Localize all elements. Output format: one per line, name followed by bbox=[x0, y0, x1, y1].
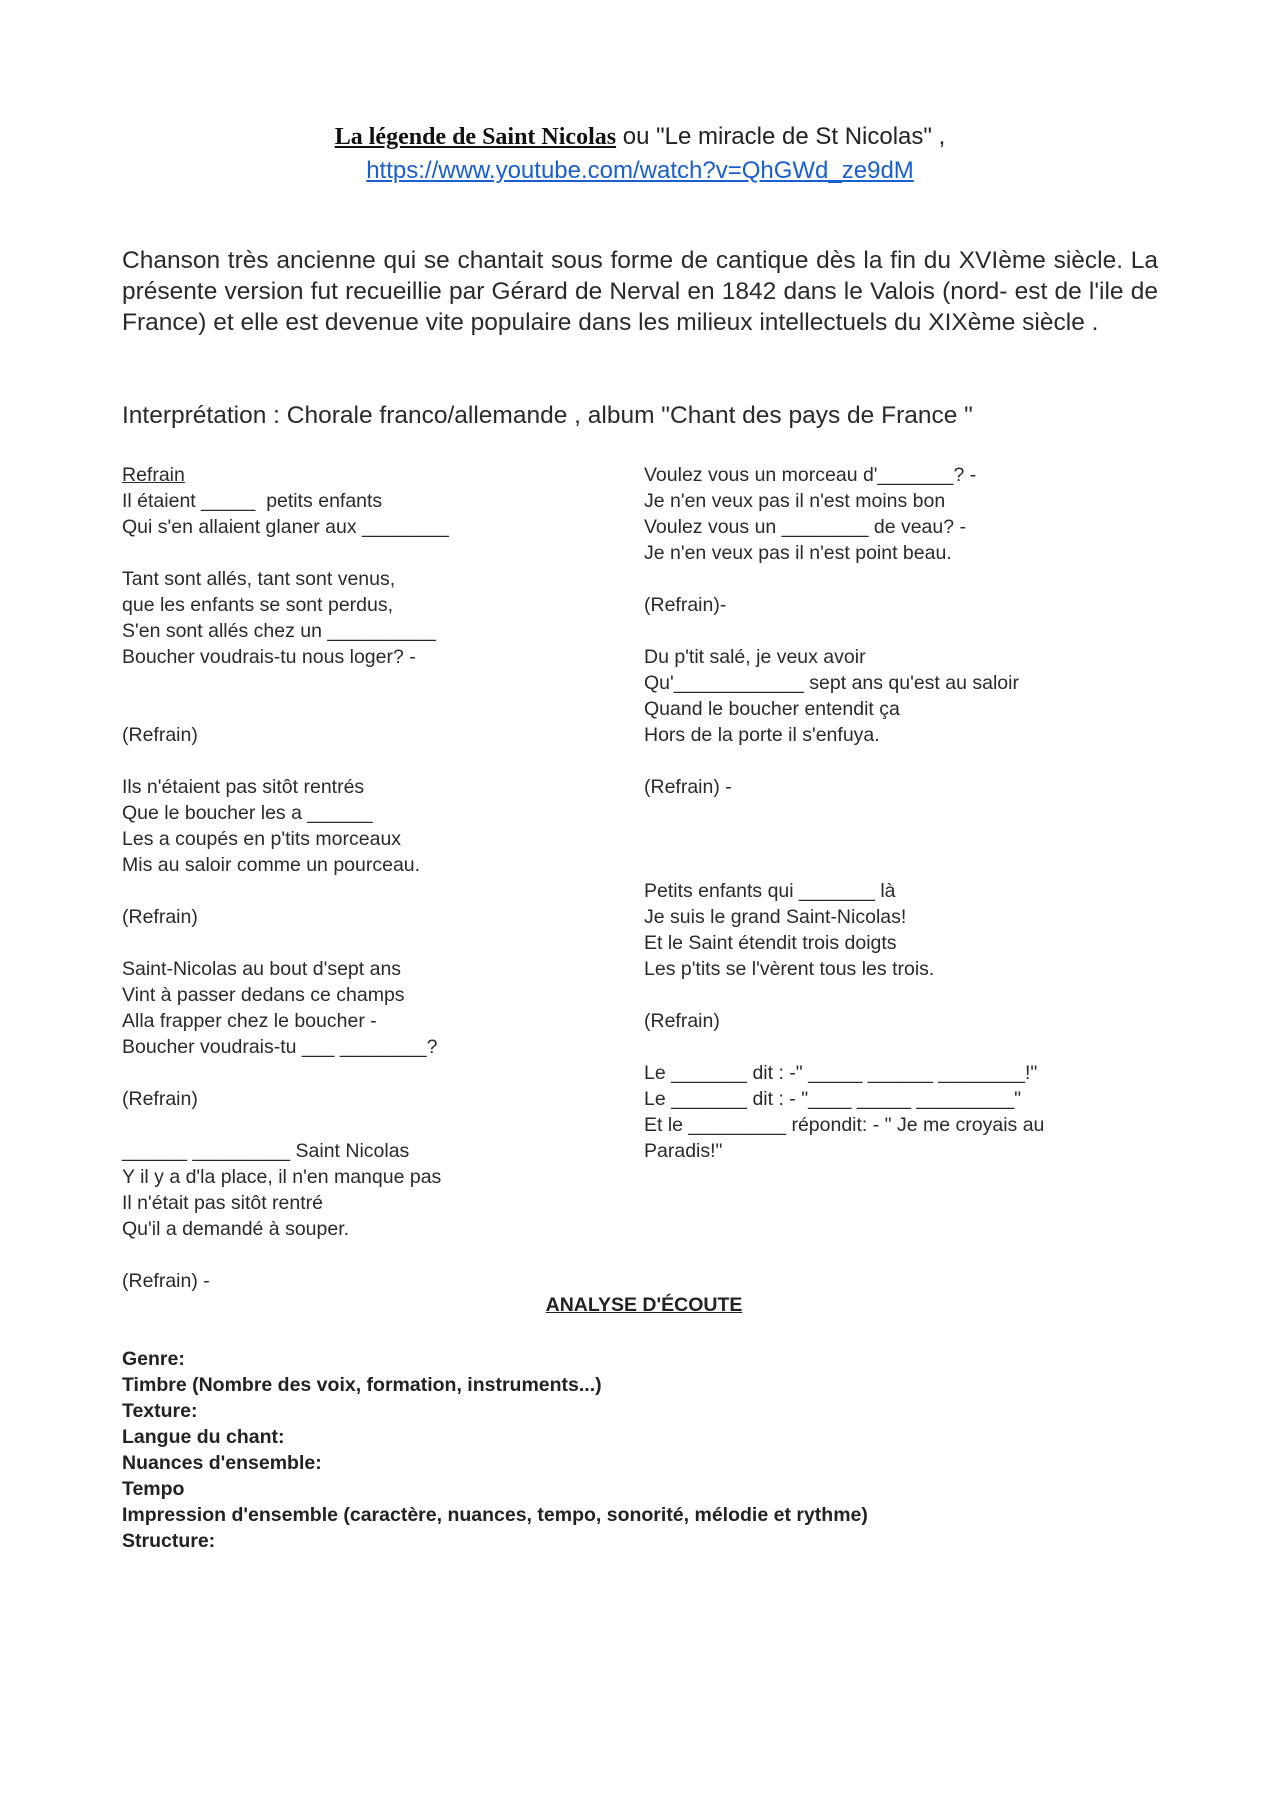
lyric-line: que les enfants se sont perdus, bbox=[122, 594, 394, 616]
lyric-line: Il étaient _____ petits enfants bbox=[122, 490, 383, 512]
title-block bbox=[0, 120, 1280, 188]
lyric-line: Y il y a d'la place, il n'en manque pas bbox=[122, 1166, 442, 1188]
blank-line bbox=[644, 748, 1164, 774]
blank-line bbox=[122, 1060, 622, 1086]
lyric-line: (Refrain) bbox=[122, 724, 198, 746]
lyric-line: (Refrain) - bbox=[644, 776, 732, 798]
lyric-line: Ils n'étaient pas sitôt rentrés bbox=[122, 776, 365, 798]
lyric-line: (Refrain)- bbox=[644, 594, 727, 616]
lyric-line: Et le Saint étendit trois doigts bbox=[644, 932, 897, 954]
lyric-line: Boucher voudrais-tu ___ ________? bbox=[122, 1036, 438, 1058]
lyric-line: S'en sont allés chez un __________ bbox=[122, 620, 436, 642]
blank-line bbox=[122, 670, 622, 696]
blank-line bbox=[644, 1034, 1164, 1060]
youtube-link[interactable]: https://www.youtube.com/watch?v=QhGWd_ze9dM bbox=[366, 157, 914, 184]
lyric-line: Du p'tit salé, je veux avoir bbox=[644, 646, 866, 668]
analysis-item: Nuances d'ensemble: bbox=[122, 1452, 322, 1474]
lyric-line: Je n'en veux pas il n'est moins bon bbox=[644, 490, 946, 512]
analysis-item: Impression d'ensemble (caractère, nuances, tempo, sonorité, mélodie et rythme) bbox=[122, 1504, 868, 1526]
blank-line bbox=[122, 748, 622, 774]
lyric-line: Tant sont allés, tant sont venus, bbox=[122, 568, 396, 590]
blank-line bbox=[122, 1112, 622, 1138]
lyric-line: Hors de la porte il s'enfuya. bbox=[644, 724, 880, 746]
lyric-line: Je n'en veux pas il n'est point beau. bbox=[644, 542, 952, 564]
lyric-line: Le _______ dit : - "____ _____ _________" bbox=[644, 1088, 1022, 1110]
lyric-line: Voulez vous un morceau d'_______? - bbox=[644, 464, 977, 486]
lyric-line: Et le _________ répondit: - " Je me croyais au bbox=[644, 1114, 1045, 1136]
title-line bbox=[0, 120, 1280, 154]
blank-line bbox=[644, 800, 1164, 826]
lyric-line: Vint à passer dedans ce champs bbox=[122, 984, 405, 1006]
blank-line bbox=[644, 852, 1164, 878]
lyric-line: Qu'____________ sept ans qu'est au saloir bbox=[644, 672, 1019, 694]
lyric-line: Paradis!" bbox=[644, 1140, 723, 1162]
lyric-line: (Refrain) - bbox=[122, 1270, 210, 1292]
lyric-line: (Refrain) bbox=[122, 906, 198, 928]
lyric-line: Qui s'en allaient glaner aux ________ bbox=[122, 516, 449, 538]
blank-line bbox=[644, 618, 1164, 644]
lyric-line: Refrain bbox=[122, 464, 185, 486]
lyric-line: Boucher voudrais-tu nous loger? - bbox=[122, 646, 416, 668]
lyric-line: Les a coupés en p'tits morceaux bbox=[122, 828, 402, 850]
lyric-line: Il n'était pas sitôt rentré bbox=[122, 1192, 323, 1214]
lyric-line: Qu'il a demandé à souper. bbox=[122, 1218, 350, 1240]
song-title: La légende de Saint Nicolas bbox=[334, 124, 617, 150]
blank-line bbox=[122, 878, 622, 904]
lyric-line: Alla frapper chez le boucher - bbox=[122, 1010, 377, 1032]
analysis-item: Timbre (Nombre des voix, formation, instruments...) bbox=[122, 1374, 602, 1396]
song-subtitle: ou "Le miracle de St Nicolas" , bbox=[616, 123, 946, 150]
intro-paragraph: Chanson très ancienne qui se chantait sous forme de cantique dès la fin du XVIème siècle. La présente version fut recueillie par Gérard de Nerval en 1842 dans le Valois (nord- est de l'ile de France) et elle est devenue vite populaire dans les milieux intellectuels du XIXème siècle . bbox=[122, 247, 1158, 336]
lyrics-left-column bbox=[122, 462, 622, 1294]
lyrics-right-column bbox=[644, 462, 1164, 1164]
analysis-item: Texture: bbox=[122, 1400, 198, 1422]
lyric-line: Voulez vous un ________ de veau? - bbox=[644, 516, 967, 538]
lyric-line: ______ _________ Saint Nicolas bbox=[122, 1140, 410, 1162]
analysis-item: Structure: bbox=[122, 1530, 216, 1552]
blank-line bbox=[644, 982, 1164, 1008]
analysis-item: Langue du chant: bbox=[122, 1426, 285, 1448]
lyric-line: Mis au saloir comme un pourceau. bbox=[122, 854, 421, 876]
lyric-line: Les p'tits se l'vèrent tous les trois. bbox=[644, 958, 935, 980]
blank-line bbox=[122, 696, 622, 722]
lyric-line: Que le boucher les a ______ bbox=[122, 802, 373, 824]
blank-line bbox=[122, 1242, 622, 1268]
analysis-title: ANALYSE D'ÉCOUTE bbox=[545, 1294, 743, 1316]
lyric-line: Saint-Nicolas au bout d'sept ans bbox=[122, 958, 402, 980]
analysis-item: Tempo bbox=[122, 1478, 185, 1500]
interpretation-line: Interprétation : Chorale franco/allemande , album "Chant des pays de France " bbox=[122, 402, 973, 429]
lyric-line: Petits enfants qui _______ là bbox=[644, 880, 896, 902]
blank-line bbox=[122, 540, 622, 566]
analysis-item: Genre: bbox=[122, 1348, 185, 1370]
blank-line bbox=[644, 566, 1164, 592]
lyric-line: Je suis le grand Saint-Nicolas! bbox=[644, 906, 907, 928]
lyric-line: Quand le boucher entendit ça bbox=[644, 698, 900, 720]
blank-line bbox=[644, 826, 1164, 852]
lyric-line: (Refrain) bbox=[122, 1088, 198, 1110]
lyric-line: Le _______ dit : -" _____ ______ ________!" bbox=[644, 1062, 1038, 1084]
blank-line bbox=[122, 930, 622, 956]
lyric-line: (Refrain) bbox=[644, 1010, 720, 1032]
analysis-list bbox=[122, 1346, 1162, 1554]
